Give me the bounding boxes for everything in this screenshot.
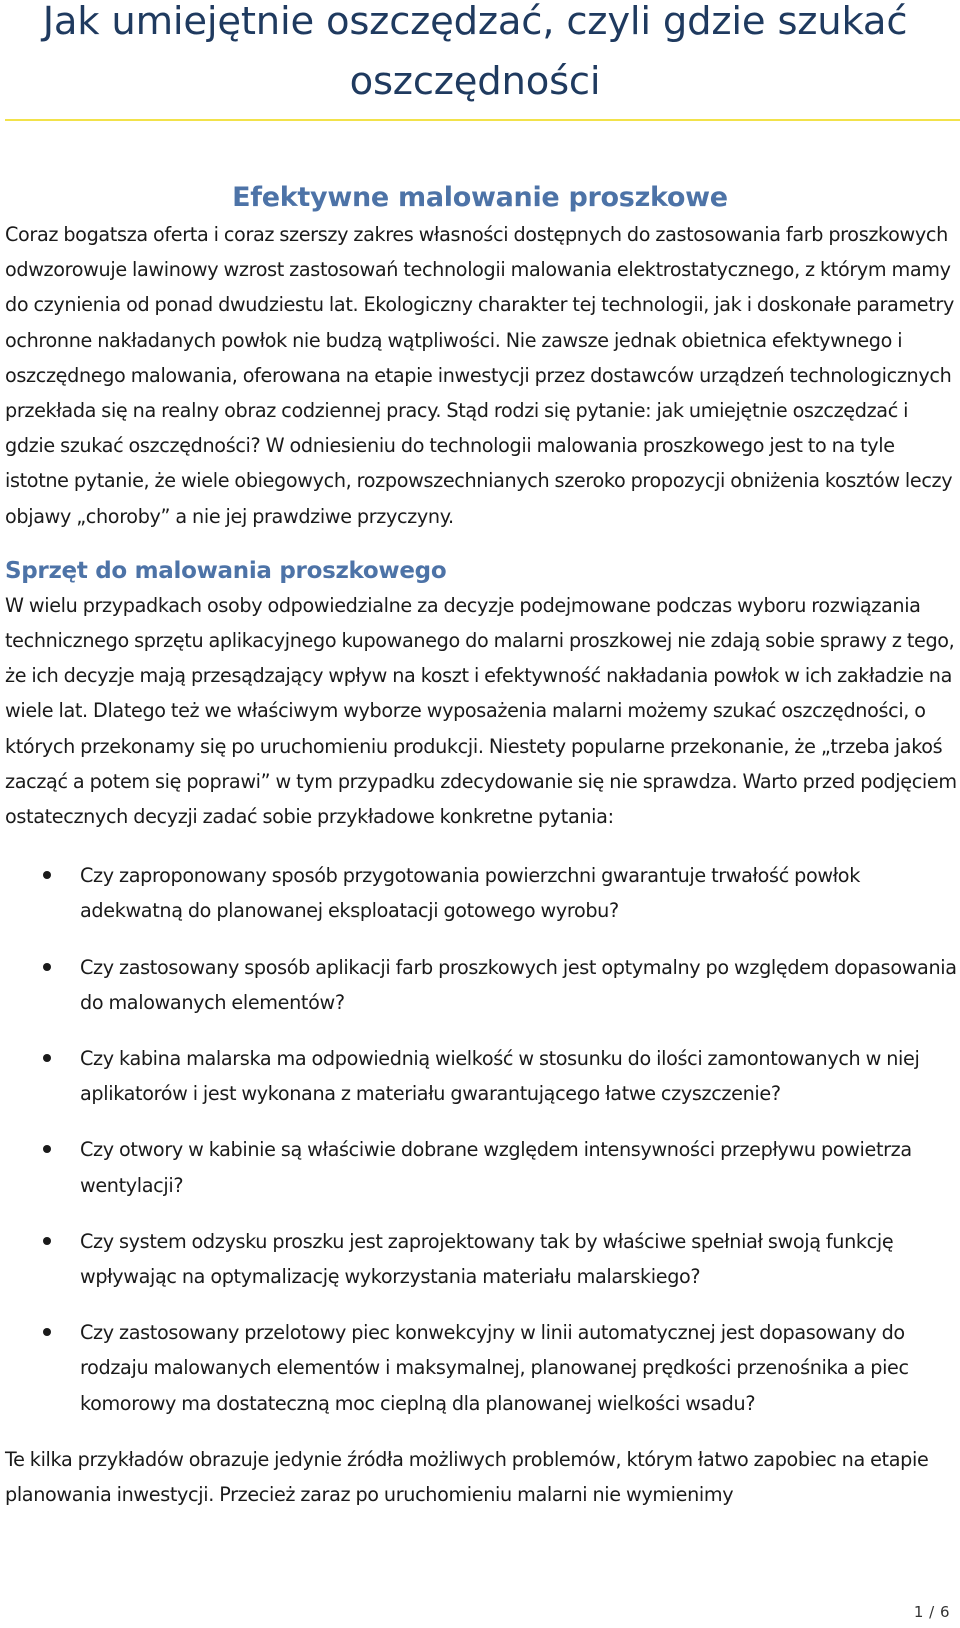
bullet-dot-icon (43, 1054, 51, 1062)
equipment-paragraph: W wielu przypadkach osoby odpowiedzialne za decyzje podejmowane podczas wyboru rozwiązania technicznego sprzętu aplikacyjnego kupowanego do malarni proszkowej nie zdają sobie sprawy z tego, że ich decyzje mają przesądzający wpływ na koszt i efektywność nakładania powłok w ich zakładzie na wiele lat. Dlatego też we właściwym wyborze wyposażenia malarni możemy szukać oszczędności, o których przekonamy się po uruchomieniu produkcji. Niestety popularne przekonanie, że „trzeba jakoś zacząć a potem się poprawi” w tym przypadku zdecydowanie się nie sprawdza. Warto przed podjęciem ostatecznych decyzji zadać sobie przykładowe konkretne pytania: (5, 593, 957, 829)
bullet-dot-icon (43, 871, 51, 879)
list-item (5, 1224, 960, 1294)
list-item (5, 1315, 960, 1421)
bullet-dot-icon (43, 1237, 51, 1245)
section-heading-equipment: Sprzęt do malowania proszkowego (5, 557, 447, 584)
list-item (5, 1132, 960, 1202)
list-item-text: Czy system odzysku proszku jest zaprojektowany tak by właściwe spełniał swoją funkcję wpływając na optymalizację wykorzystania materiału malarskiego? (80, 1229, 894, 1289)
bullet-dot-icon (43, 963, 51, 971)
list-item (5, 858, 960, 928)
list-item (5, 950, 960, 1020)
list-item-text: Czy zastosowany przelotowy piec konwekcyjny w linii automatycznej jest dopasowany do rodzaju malowanych elementów i maksymalnej, planowanej prędkości przenośnika a piec komorowy ma dostateczną moc cieplną dla planowanej wielkości wsadu? (80, 1321, 909, 1415)
section-heading-powder-coating: Efektywne malowanie proszkowe (232, 182, 728, 213)
closing-paragraph: Te kilka przykładów obrazuje jedynie źródła możliwych problemów, którym łatwo zapobiec na etapie planowania inwestycji. Przecież zaraz po uruchomieniu malarni nie wymienimy (5, 1447, 929, 1507)
question-list (5, 858, 955, 1421)
title-underline (5, 119, 960, 121)
page-number: 1 / 6 (913, 1603, 950, 1621)
list-item-text: Czy zaproponowany sposób przygotowania powierzchni gwarantuje trwałość powłok adekwatną do planowanej eksploatacji gotowego wyrobu? (80, 864, 860, 923)
intro-paragraph: Coraz bogatsza oferta i coraz szerszy zakres własności dostępnych do zastosowania farb proszkowych odwzorowuje lawinowy wzrost zastosowań technologii malowania elektrostatycznego, z którym mamy do czynienia od ponad dwudziestu lat. Ekologiczny charakter tej technologii, jak i doskonałe parametry ochronne nakładanych powłok nie budzą wątpliwości. Nie zawsze jednak obietnica efektywnego i oszczędnego malowania, oferowana na etapie inwestycji przez dostawców urządzeń technologicznych przekłada się na realny obraz codziennej pracy. Stąd rodzi się pytanie: jak umiejętnie oszczędzać i gdzie szukać oszczędności? W odniesieniu do technologii malowania proszkowego jest to na tyle istotne pytanie, że wiele obiegowych, rozpowszechnianych szeroko propozycji obniżenia kosztów leczy objawy „choroby” a nie jej prawdziwe przyczyny. (5, 223, 954, 528)
bullet-dot-icon (43, 1328, 51, 1336)
bullet-dot-icon (43, 1145, 51, 1153)
document-title: Jak umiejętnie oszczędzać, czyli gdzie szukać oszczędności (42, 0, 908, 104)
list-item-text: Czy zastosowany sposób aplikacji farb proszkowych jest optymalny po względem dopasowania do malowanych elementów? (80, 955, 957, 1014)
list-item-text: Czy otwory w kabinie są właściwie dobrane względem intensywności przepływu powietrza wentylacji? (80, 1138, 912, 1197)
list-item-text: Czy kabina malarska ma odpowiednią wielkość w stosunku do ilości zamontowanych w niej aplikatorów i jest wykonana z materiału gwarantującego łatwe czyszczenie? (80, 1047, 920, 1106)
list-item (5, 1041, 960, 1111)
